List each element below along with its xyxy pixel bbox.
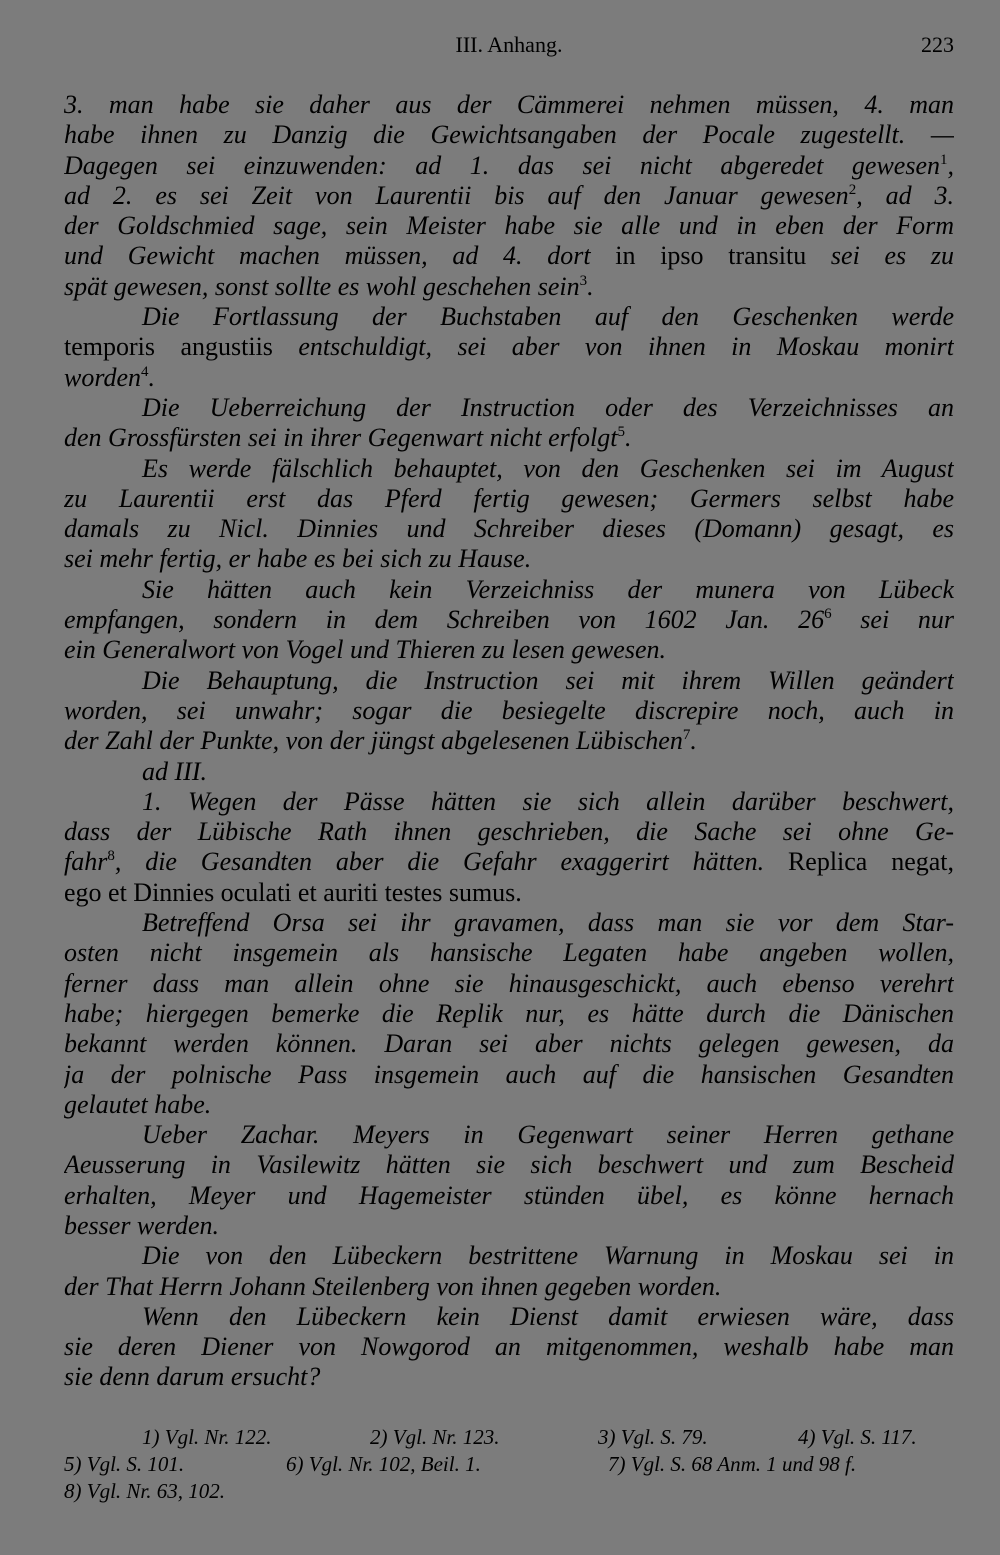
text-line: Es werde fälschlich behauptet, von den Geschenken sei im August <box>142 453 954 483</box>
footnote: 4) Vgl. S. 117. <box>798 1425 917 1449</box>
text-line: Die Ueberreichung der Instruction oder des Verzeichnisses an <box>142 392 954 422</box>
text-line: ferner dass man allein ohne sie hinausgeschickt, auch ebenso verehrt <box>64 968 954 998</box>
footnote: 6) Vgl. Nr. 102, Beil. 1. <box>286 1452 481 1476</box>
footnote-ref[interactable]: 2 <box>848 181 857 198</box>
footnote-row <box>64 1478 954 1505</box>
page-number: 223 <box>921 32 954 57</box>
footnote-ref[interactable]: 4 <box>141 363 149 380</box>
footnote: 8) Vgl. Nr. 63, 102. <box>64 1479 226 1503</box>
text-line: damals zu Nicl. Dinnies und Schreiber dieses (Domann) gesagt, es <box>64 514 954 544</box>
text-line: besser werden. <box>64 1210 220 1240</box>
text-line: erhalten, Meyer und Hagemeister stünden übel, es könne hernach <box>64 1180 954 1210</box>
text-line: gelautet habe. <box>64 1089 212 1119</box>
text-line: 1. Wegen der Pässe hätten sie sich allein darüber beschwert, <box>142 786 954 816</box>
running-title: III. Anhang. <box>455 32 563 57</box>
text-line: dass der Lübische Rath ihnen geschrieben, die Sache sei ohne Ge- <box>64 817 954 847</box>
footnotes <box>64 1424 954 1505</box>
text-line: den Grossfürsten sei in ihrer Gegenwart nicht erfolgt$^5$. <box>64 423 632 453</box>
text-line: der Zahl der Punkte, von der jüngst abgelesenen Lübischen$^7$. <box>64 726 697 756</box>
text-line: bekannt werden können. Daran sei aber nichts gelegen gewesen, da <box>64 1029 954 1059</box>
text-line: worden, sei unwahr; sogar die besiegelte discrepire noch, auch in <box>64 695 954 725</box>
footnote-row <box>64 1424 954 1451</box>
footnote: 1) Vgl. Nr. 122. <box>142 1425 272 1449</box>
footnote-ref[interactable]: 5 <box>617 424 625 441</box>
text-line: Die Fortlassung der Buchstaben auf den Geschenken werde <box>142 302 954 332</box>
text-line: ad 2. es sei Zeit von Laurentii bis auf den Januar gewesen$^2$, ad 3. <box>64 180 954 210</box>
main-text <box>64 90 954 1393</box>
footnote-ref[interactable]: 1 <box>940 151 948 168</box>
footnote-row <box>64 1451 954 1478</box>
text-line: zu Laurentii erst das Pferd fertig gewesen; Germers selbst habe <box>64 483 954 513</box>
text-line: Ueber Zachar. Meyers in Gegenwart seiner Herren gethane <box>142 1120 954 1150</box>
section-heading: ad III. <box>142 756 207 786</box>
text-line: sei mehr fertig, er habe es bei sich zu Hause. <box>64 544 532 574</box>
text-line: ein Generalwort von Vogel und Thieren zu lesen gewesen. <box>64 635 666 665</box>
text-line: ego et Dinnies oculati et auriti testes sumus. <box>64 877 522 907</box>
footnote: 5) Vgl. S. 101. <box>64 1452 185 1476</box>
footnote: 2) Vgl. Nr. 123. <box>370 1425 500 1449</box>
text-line: empfangen, sondern in dem Schreiben von 1602 Jan. $26^6$ sei nur <box>64 605 954 635</box>
text-line: 3. man habe sie daher aus der Cämmerei nehmen müssen, 4. man <box>64 90 954 119</box>
text-line: sie denn darum ersucht? <box>64 1362 321 1392</box>
text-line: Dagegen sei einzuwenden: ad 1. das sei nicht abgeredet gewesen$^1$, <box>64 150 954 180</box>
page-header <box>64 32 954 62</box>
footnote-ref[interactable]: 6 <box>824 606 832 623</box>
text-line: der Goldschmied sage, sein Meister habe sie alle und in eben der Form <box>64 211 954 241</box>
footnote-ref[interactable]: 8 <box>107 848 115 865</box>
text-line: habe ihnen zu Danzig die Gewichtsangaben der Pocale zugestellt. — <box>64 120 954 150</box>
text-line: Die von den Lübeckern bestrittene Warnung in Moskau sei in <box>142 1241 954 1271</box>
text-line: osten nicht insgemein als hansische Legaten habe angeben wollen, <box>64 938 954 968</box>
text-line: Wenn den Lübeckern kein Dienst damit erwiesen wäre, dass <box>142 1301 954 1331</box>
text-line: Aeusserung in Vasilewitz hätten sie sich beschwert und zum Bescheid <box>64 1150 954 1180</box>
text-line: Betreffend Orsa sei ihr gravamen, dass man sie vor dem Star- <box>142 908 954 938</box>
text-line: und Gewicht machen müssen, ad 4. dort in ipso transitu sei es zu <box>64 241 954 271</box>
text-line: worden$^4$. <box>64 362 156 392</box>
text-line: spät gewesen, sonst sollte es wohl geschehen sein$^3$. <box>64 271 594 301</box>
footnote-ref[interactable]: 7 <box>682 727 691 744</box>
text-line: habe; hiergegen bemerke die Replik nur, es hätte durch die Dänischen <box>64 998 954 1028</box>
text-line: der That Herrn Johann Steilenberg von ihnen gegeben worden. <box>64 1271 722 1301</box>
text-line: Die Behauptung, die Instruction sei mit ihrem Willen geändert <box>142 665 954 695</box>
text-line: ja der polnische Pass insgemein auch auf die hansischen Gesandten <box>64 1059 954 1089</box>
text-line: sie deren Diener von Nowgorod an mitgenommen, weshalb habe man <box>64 1332 954 1362</box>
footnote: 7) Vgl. S. 68 Anm. 1 und 98 f. <box>608 1452 857 1476</box>
footnote: 3) Vgl. S. 79. <box>598 1425 708 1449</box>
text-line: Sie hätten auch kein Verzeichniss der munera von Lübeck <box>142 574 954 604</box>
text-line: fahr$^8$, die Gesandten aber die Gefahr exaggerirt hätten. Replica negat, <box>64 847 954 877</box>
footnote-ref[interactable]: 3 <box>579 272 588 289</box>
text-line: temporis angustiis entschuldigt, sei aber von ihnen in Moskau monirt <box>64 332 954 362</box>
